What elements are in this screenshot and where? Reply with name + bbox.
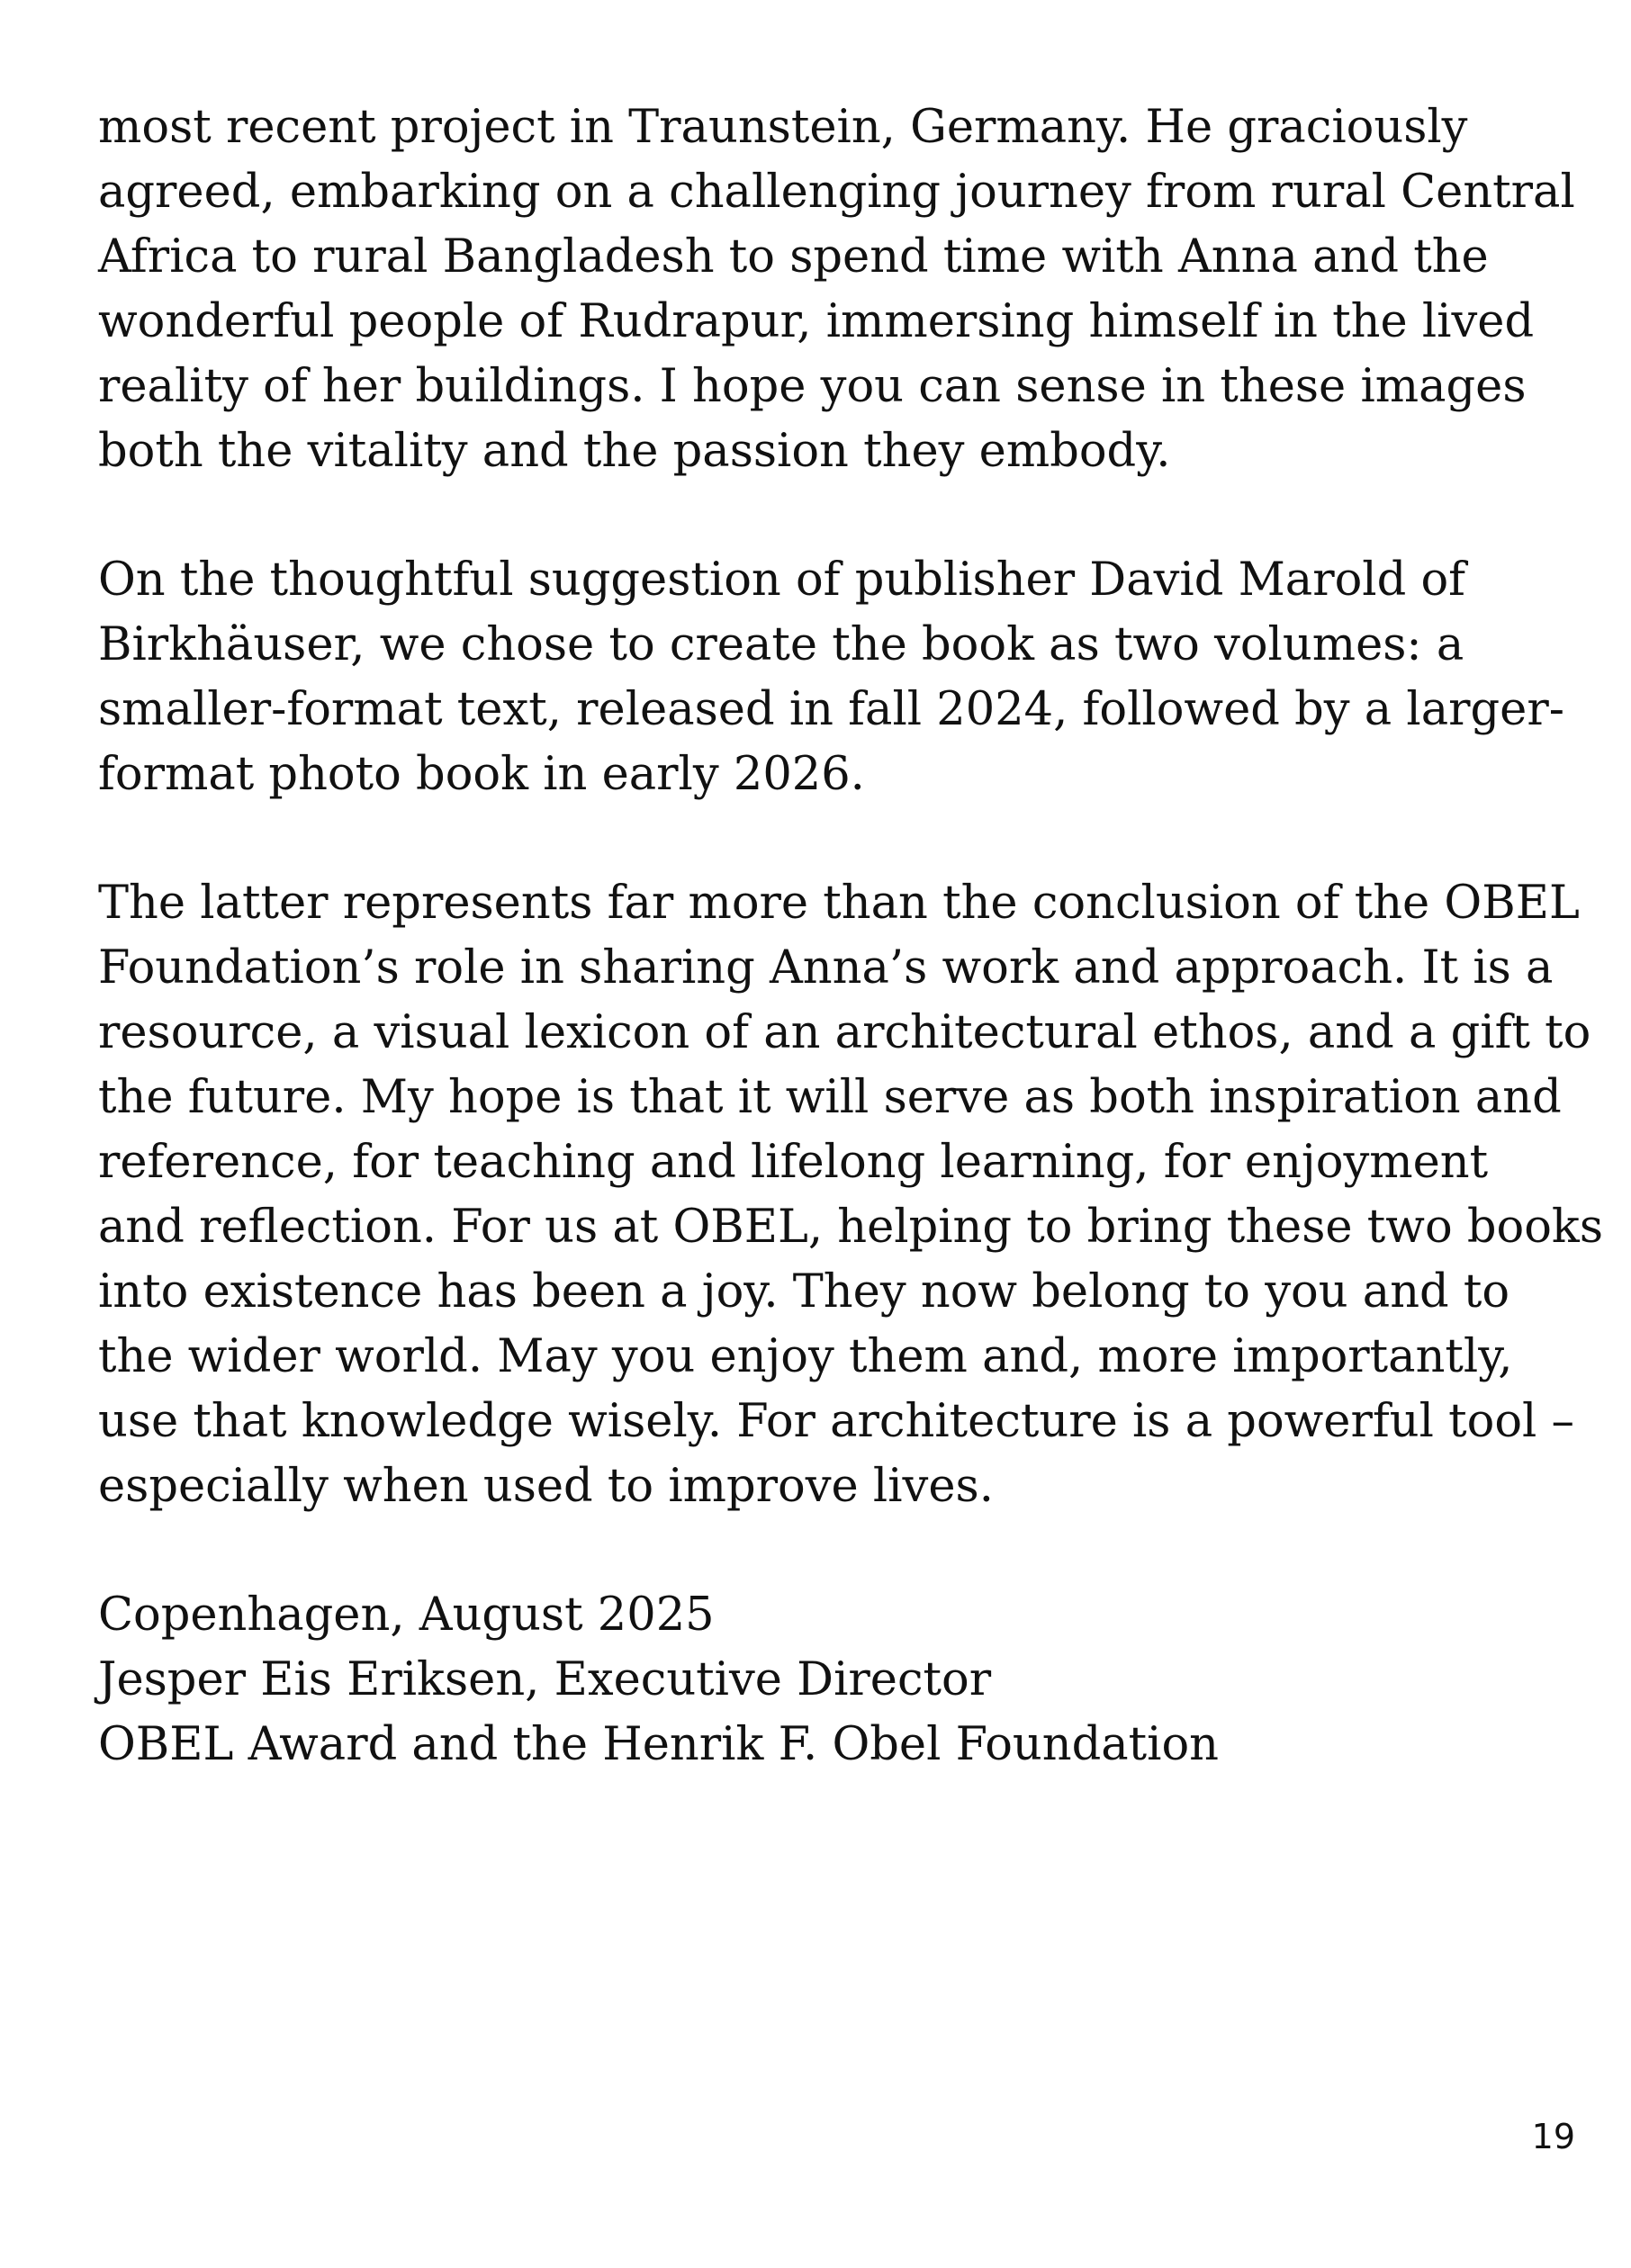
text-line: Foundation’s role in sharing Anna’s work and approach. It is a: [98, 941, 1554, 994]
page-number: 19: [1531, 2117, 1575, 2156]
text-line: both the vitality and the passion they embody.: [98, 425, 1171, 478]
text-line: reference, for teaching and lifelong learning, for enjoyment: [98, 1136, 1489, 1189]
letter-body: [98, 95, 1603, 1778]
text-line: On the thoughtful suggestion of publisher David Marold of: [98, 554, 1466, 607]
text-line: wonderful people of Rudrapur, immersing himself in the lived: [98, 295, 1535, 348]
text-line: reality of her buildings. I hope you can sense in these images: [98, 360, 1527, 413]
paragraph-3: [98, 871, 1603, 1519]
text-line: into existence has been a joy. They now belong to you and to: [98, 1265, 1510, 1318]
signature-block: [98, 1583, 1583, 1778]
text-line: most recent project in Traunstein, Germany. He graciously: [98, 101, 1468, 154]
text-line: The latter represents far more than the conclusion of the OBEL: [98, 877, 1580, 930]
text-line: use that knowledge wisely. For architecture is a powerful tool –: [98, 1395, 1575, 1448]
text-line: smaller-format text, released in fall 2024, followed by a larger-: [98, 683, 1564, 736]
text-line: especially when used to improve lives.: [98, 1460, 994, 1513]
paragraph-1: [98, 95, 1583, 484]
text-line: the wider world. May you enjoy them and, more importantly,: [98, 1330, 1513, 1383]
author-name: Jesper Eis Eriksen, Executive Director: [98, 1653, 992, 1706]
text-line: Africa to rural Bangladesh to spend time with Anna and the: [98, 230, 1489, 284]
text-line: format photo book in early 2026.: [98, 748, 865, 801]
text-line: and reflection. For us at OBEL, helping to bring these two books: [98, 1201, 1603, 1254]
text-line: the future. My hope is that it will serve as both inspiration and: [98, 1071, 1562, 1124]
paragraph-2: [98, 548, 1583, 807]
text-line: resource, a visual lexicon of an architectural ethos, and a gift to: [98, 1006, 1591, 1059]
text-line: Birkhäuser, we chose to create the book as two volumes: a: [98, 618, 1464, 671]
organization-name: OBEL Award and the Henrik F. Obel Foundation: [98, 1718, 1220, 1771]
place-date: Copenhagen, August 2025: [98, 1588, 715, 1642]
text-line: agreed, embarking on a challenging journey from rural Central: [98, 166, 1575, 219]
